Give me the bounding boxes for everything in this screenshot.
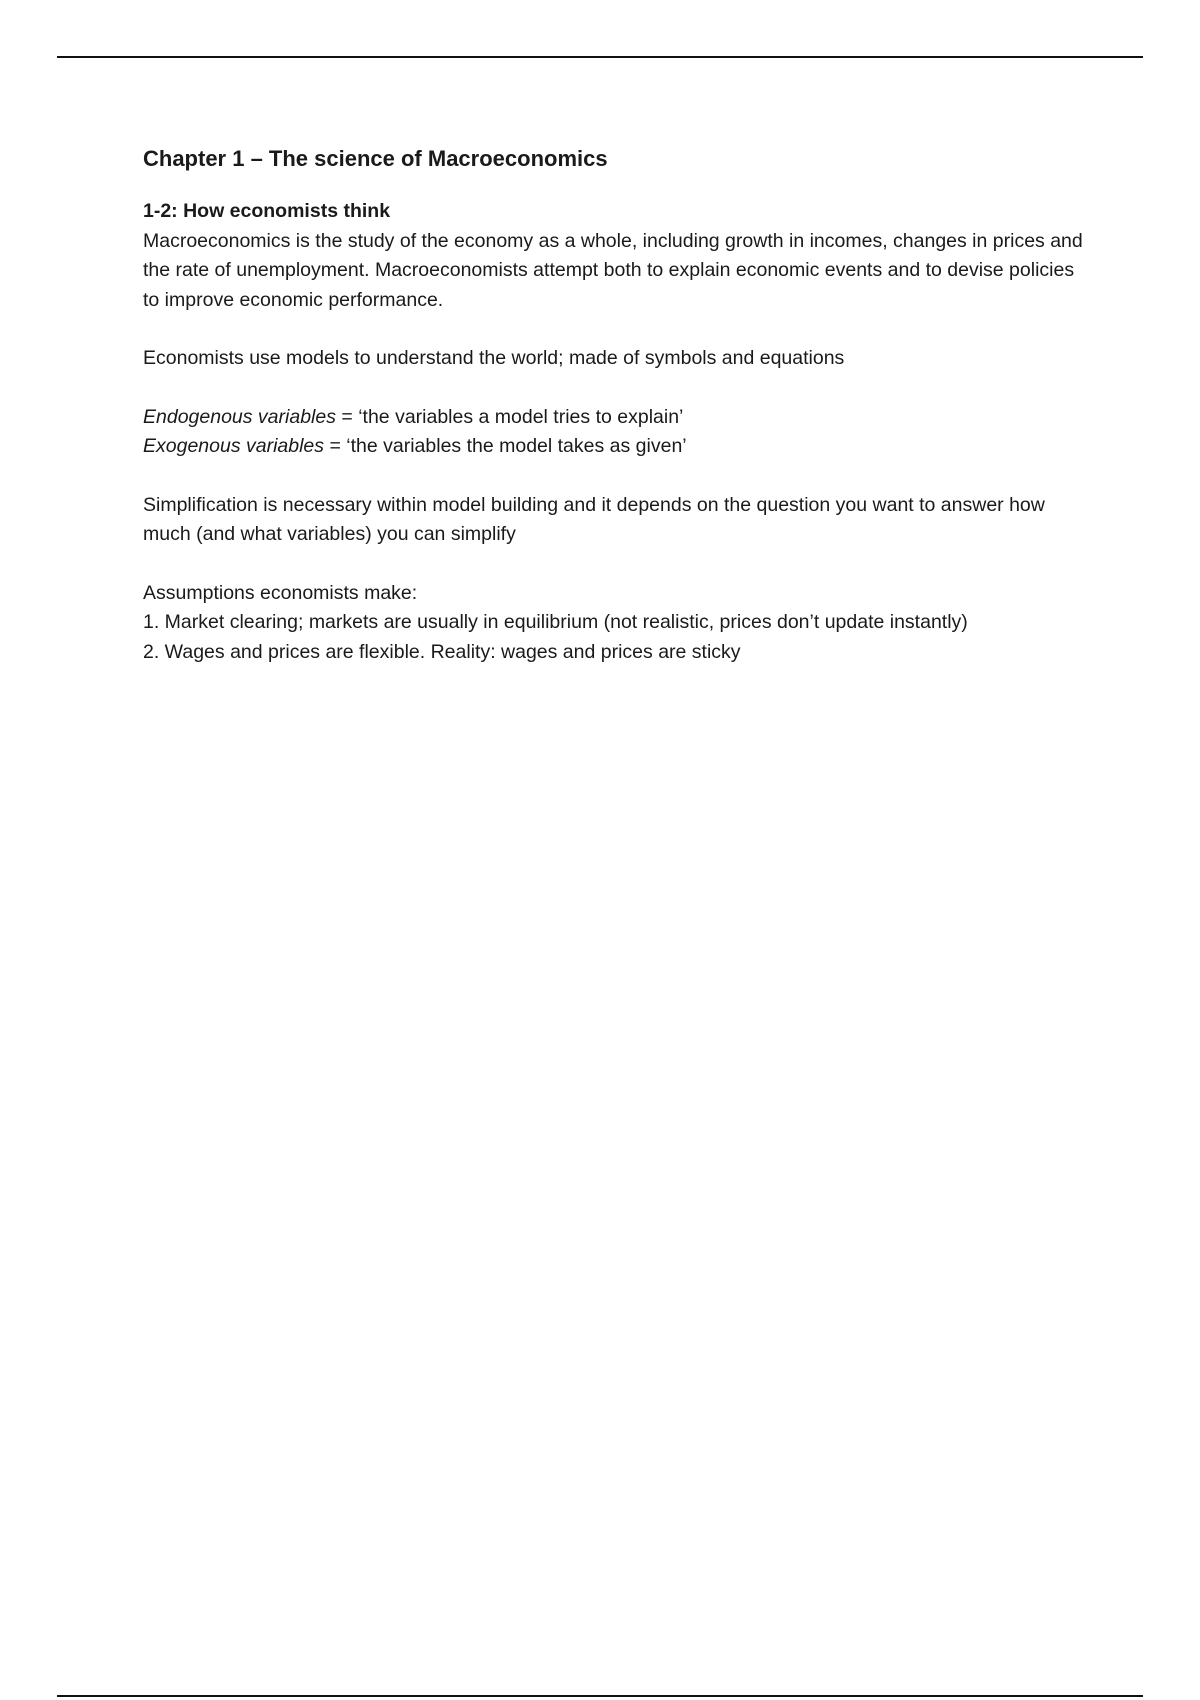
footer-rule (57, 1695, 1143, 1697)
definition-text: = ‘the variables the model takes as given’ (324, 435, 687, 457)
definition-endogenous (143, 403, 1083, 433)
assumption-item: 2. Wages and prices are flexible. Reality: wages and prices are sticky (143, 640, 741, 663)
assumption-item: 1. Market clearing; markets are usually in equilibrium (not realistic, prices don’t update instantly) (143, 611, 968, 633)
definition-term: Exogenous variables (143, 435, 325, 457)
models-line: Economists use models to understand the world; made of symbols and equations (143, 347, 845, 369)
assumptions-block (143, 579, 1083, 668)
chapter-title: Chapter 1 – The science of Macroeconomics (143, 146, 608, 171)
simplification-paragraph: Simplification is necessary within model building and it depends on the question you want to answer how much (and what variables) you can simplify (143, 493, 1045, 545)
intro-paragraph: Macroeconomics is the study of the economy as a whole, including growth in incomes, changes in prices and the rate of unemployment. Macroeconomists attempt both to explain economic events and to devise policies to improve economic performance. (143, 229, 1083, 311)
assumptions-heading: Assumptions economists make: (143, 581, 418, 604)
header-rule (57, 56, 1143, 58)
section-title: 1-2: How economists think (143, 200, 391, 222)
definition-text: = ‘the variables a model tries to explain’ (335, 405, 684, 428)
document-body (143, 144, 1083, 667)
definition-exogenous (143, 432, 1083, 462)
definitions-block (143, 403, 1083, 462)
definition-term: Endogenous variables (143, 405, 336, 428)
